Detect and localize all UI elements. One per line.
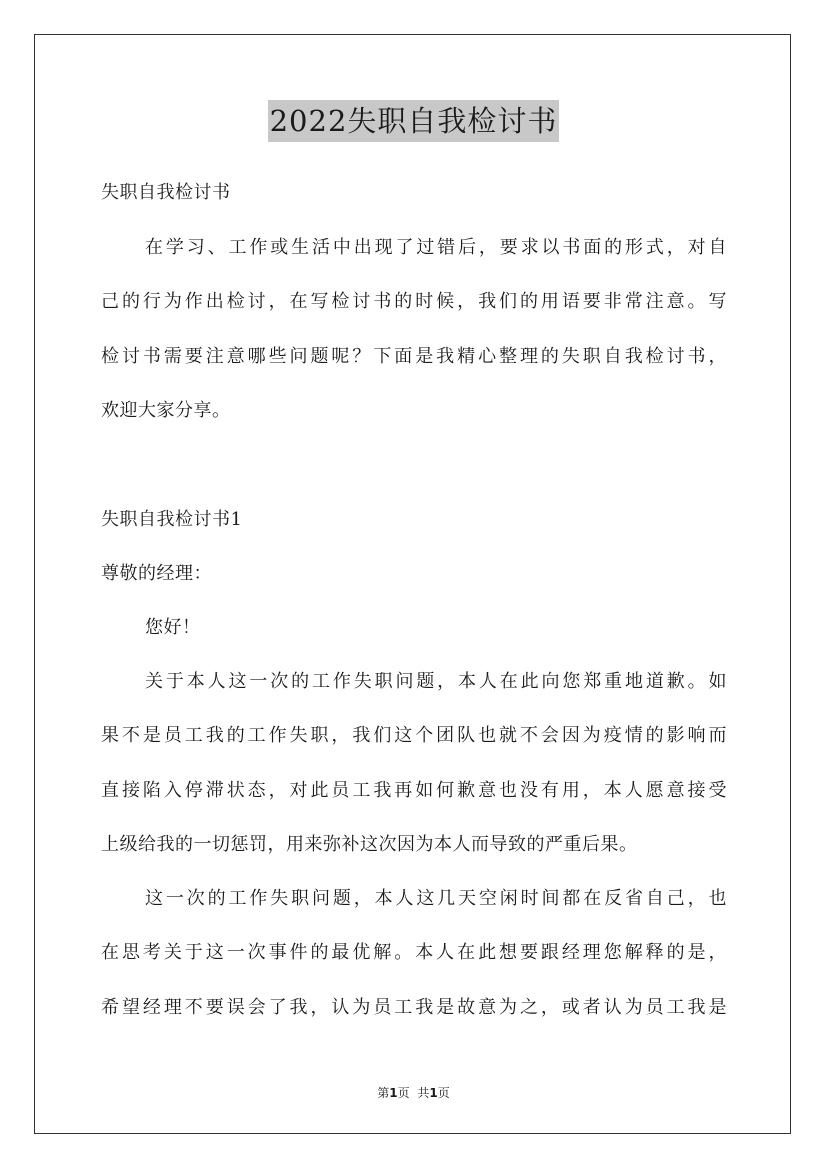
intro-line: 在学习、工作或生活中出现了过错后，要求以书面的形式，对自 (145, 237, 727, 258)
subtitle: 失职自我检讨书 (101, 182, 231, 203)
footer-total-prefix: 共 (417, 1086, 430, 1100)
footer-total-suffix: 页 (437, 1086, 450, 1100)
paragraph-line: 上级给我的一切惩罚，用来弥补这次因为本人而导致的严重后果。 (101, 834, 638, 855)
paragraph-line: 直接陷入停滞状态，对此员工我再如何歉意也没有用，本人愿意接受 (101, 780, 727, 801)
intro-line: 己的行为作出检讨，在写检讨书的时候，我们的用语要非常注意。写 (101, 291, 727, 312)
page-footer (0, 1084, 827, 1101)
greeting: 您好！ (145, 617, 201, 638)
title-container (0, 100, 827, 142)
footer-page-number: 1 (389, 1086, 398, 1100)
footer-page-suffix: 页 (397, 1086, 410, 1100)
paragraph-line: 这一次的工作失职问题，本人这几天空闲时间都在反省自己，也 (145, 888, 727, 909)
intro-line: 检讨书需要注意哪些问题呢？下面是我精心整理的失职自我检讨书， (101, 346, 727, 367)
section-heading: 失职自我检讨书1 (101, 509, 243, 530)
footer-prefix: 第 (377, 1086, 390, 1100)
paragraph-line: 果不是员工我的工作失职，我们这个团队也就不会因为疫情的影响而 (101, 725, 727, 746)
intro-line: 欢迎大家分享。 (101, 400, 231, 421)
paragraph-line: 关于本人这一次的工作失职问题，本人在此向您郑重地道歉。如 (145, 671, 727, 692)
paragraph-line: 在思考关于这一次事件的最优解。本人在此想要跟经理您解释的是， (101, 942, 727, 963)
document-title: 2022失职自我检讨书 (268, 100, 560, 142)
paragraph-line: 希望经理不要误会了我，认为员工我是故意为之，或者认为员工我是 (101, 997, 727, 1018)
salutation: 尊敬的经理： (101, 563, 212, 584)
footer-total-pages: 1 (429, 1086, 438, 1100)
